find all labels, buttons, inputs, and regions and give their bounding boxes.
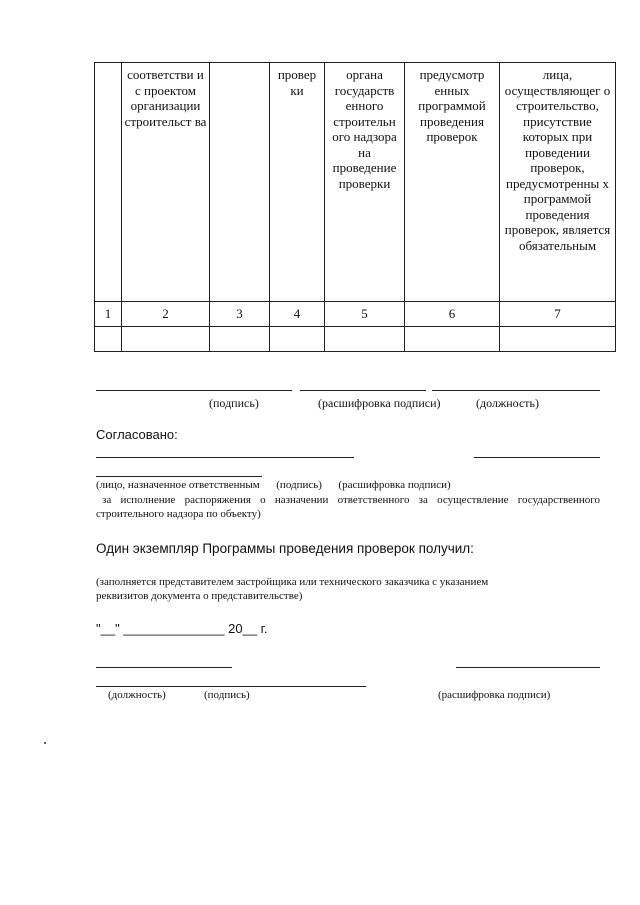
podpis-caption: (подпись) [209,396,259,410]
empty-cell[interactable] [95,327,122,352]
header-cell-7: лица, осуществляющег о строительство, присутствие которых при проведении проверок, предусмотренны х программой проведения проверок, является обязательным [500,63,616,302]
header-cell-5: органа государств енного строительн ого надзора на проведение проверки [325,63,405,302]
column-number: 5 [325,302,405,327]
agreed-line-1[interactable] [96,457,354,458]
receipt-heading: Один экземпляр Программы проведения проверок получил: [96,541,474,556]
bottom-line-2[interactable] [456,667,600,668]
table-empty-row [95,327,616,352]
agreed-line-3[interactable] [96,476,262,477]
agreed-line-2[interactable] [474,457,600,458]
rasshifrovka-caption: (расшифровка подписи) [318,396,441,410]
signature-line-3[interactable] [432,390,600,391]
inspection-program-table [94,62,616,352]
table-number-row [95,302,616,327]
bottom-line-3[interactable] [96,686,366,687]
empty-cell[interactable] [500,327,616,352]
column-number: 1 [95,302,122,327]
dolzhnost-caption: (должность) [476,396,539,410]
table-header-row [95,63,616,302]
agreed-label: Согласовано: [96,427,178,442]
receipt-date[interactable]: "__" ______________ 20__ г. [96,621,268,636]
empty-cell[interactable] [270,327,325,352]
bottom-line-1[interactable] [96,667,232,668]
header-cell-2: соответстви и с проектом организации строительст ва [122,63,210,302]
empty-cell[interactable] [325,327,405,352]
bottom-podpis-caption: (подпись) [204,689,250,701]
header-cell-1 [95,63,122,302]
column-number: 3 [210,302,270,327]
column-number: 2 [122,302,210,327]
bottom-rasshifrovka-caption: (расшифровка подписи) [438,689,551,701]
receipt-note: (заполняется представителем застройщика или технического заказчика с указанием реквизитов документа о представительстве) [96,576,489,602]
empty-cell[interactable] [405,327,500,352]
header-cell-6: предусмотр енных программой проведения проверок [405,63,500,302]
empty-cell[interactable] [122,327,210,352]
column-number: 7 [500,302,616,327]
header-cell-4: провер ки [270,63,325,302]
column-number: 4 [270,302,325,327]
signature-line-2[interactable] [300,390,426,391]
header-cell-3 [210,63,270,302]
agreed-caption-line1: (лицо, назначенное ответственным (подпись) (расшифровка подписи) [96,479,451,491]
signature-line-1[interactable] [96,390,292,391]
column-number: 6 [405,302,500,327]
agreed-caption-line2: за исполнение распоряжения о назначении ответственного за осуществление государственного строительного надзора по объекту) [96,494,600,520]
scan-speck [44,742,46,744]
bottom-dolzhnost-caption: (должность) [108,689,166,701]
empty-cell[interactable] [210,327,270,352]
